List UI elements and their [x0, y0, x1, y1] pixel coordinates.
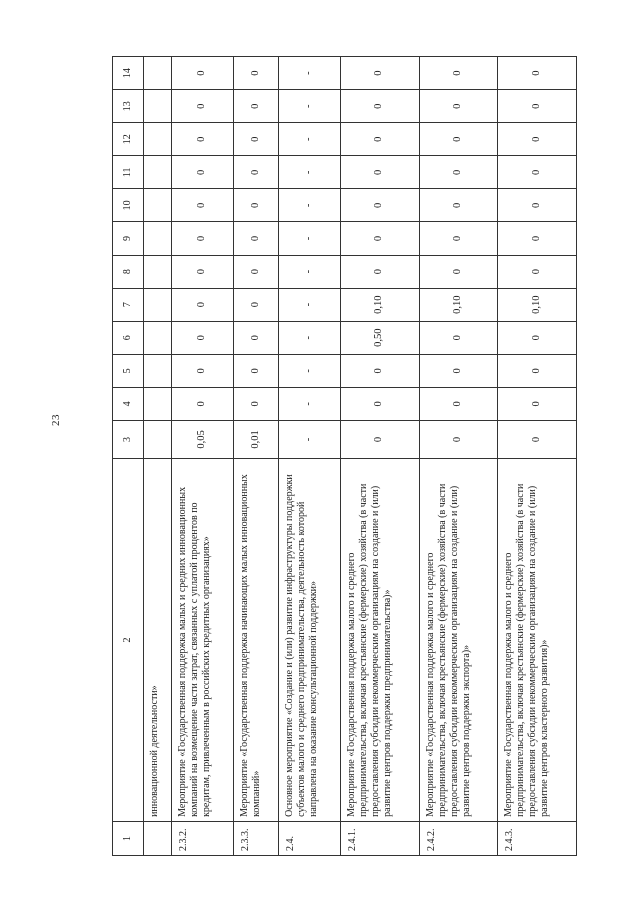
value-cell-col-7: -	[278, 288, 340, 321]
value-cell-col-4	[144, 387, 172, 420]
value-cell-col-6: 0,50	[340, 321, 419, 354]
value-cell-col-6: 0	[233, 321, 278, 354]
column-header-13: 13	[113, 90, 144, 123]
value-cell-col-10: 0	[498, 189, 577, 222]
column-header-8: 8	[113, 255, 144, 288]
column-header-11: 11	[113, 156, 144, 189]
row-description-cell: Мероприятие «Государственная поддержка начинающих малых инновационных компаний»	[233, 459, 278, 822]
row-number-cell: 2.3.2.	[172, 821, 234, 855]
column-header-7: 7	[113, 288, 144, 321]
table-row	[172, 57, 234, 856]
value-cell-col-9: 0	[419, 222, 498, 255]
value-cell-col-8: 0	[233, 255, 278, 288]
column-header-2: 2	[113, 459, 144, 822]
table-row	[419, 57, 498, 856]
column-header-3: 3	[113, 420, 144, 458]
value-cell-col-14: 0	[498, 57, 577, 90]
value-cell-col-9	[144, 222, 172, 255]
value-cell-col-10	[144, 189, 172, 222]
value-cell-col-5: 0	[419, 354, 498, 387]
value-cell-col-12: 0	[498, 123, 577, 156]
value-cell-col-4: 0	[419, 387, 498, 420]
column-header-1: 1	[113, 821, 144, 855]
value-cell-col-11: 0	[172, 156, 234, 189]
value-cell-col-9: 0	[233, 222, 278, 255]
value-cell-col-9: -	[278, 222, 340, 255]
value-cell-col-7: 0,10	[419, 288, 498, 321]
row-description-cell: Мероприятие «Государственная поддержка малого и среднего предпринимательства, включая крестьянские (фермерские) хозяйства (в части предоставления субсидии некоммерческим организациям на создание и (или) развитие центров поддержки экспорта)»	[419, 459, 498, 822]
value-cell-col-14: 0	[172, 57, 234, 90]
table-header-row	[113, 57, 144, 856]
value-cell-col-12	[144, 123, 172, 156]
row-number-cell: 2.4.3.	[498, 821, 577, 855]
value-cell-col-12: 0	[172, 123, 234, 156]
row-number-cell: 2.4.2.	[419, 821, 498, 855]
column-header-14: 14	[113, 57, 144, 90]
value-cell-col-7: 0,10	[498, 288, 577, 321]
row-number-cell: 2.4.1.	[340, 821, 419, 855]
value-cell-col-5	[144, 354, 172, 387]
value-cell-col-13: 0	[172, 90, 234, 123]
column-header-10: 10	[113, 189, 144, 222]
row-description-cell: инновационной деятельности»	[144, 459, 172, 822]
value-cell-col-8: 0	[340, 255, 419, 288]
value-cell-col-11: -	[278, 156, 340, 189]
value-cell-col-9: 0	[340, 222, 419, 255]
table-body	[144, 57, 577, 856]
value-cell-col-3: 0	[340, 420, 419, 458]
value-cell-col-11	[144, 156, 172, 189]
value-cell-col-13	[144, 90, 172, 123]
value-cell-col-8: 0	[172, 255, 234, 288]
column-header-9: 9	[113, 222, 144, 255]
row-number-cell	[144, 821, 172, 855]
value-cell-col-4: 0	[498, 387, 577, 420]
value-cell-col-8	[144, 255, 172, 288]
value-cell-col-6: 0	[172, 321, 234, 354]
table-row	[498, 57, 577, 856]
value-cell-col-4: 0	[233, 387, 278, 420]
value-cell-col-7: 0	[172, 288, 234, 321]
value-cell-col-7: 0,10	[340, 288, 419, 321]
table-row	[233, 57, 278, 856]
value-cell-col-12: 0	[419, 123, 498, 156]
value-cell-col-10: 0	[233, 189, 278, 222]
value-cell-col-8: 0	[498, 255, 577, 288]
value-cell-col-5: 0	[233, 354, 278, 387]
value-cell-col-6: -	[278, 321, 340, 354]
value-cell-col-13: 0	[340, 90, 419, 123]
rotated-table-wrapper	[112, 56, 577, 856]
value-cell-col-7	[144, 288, 172, 321]
value-cell-col-12: -	[278, 123, 340, 156]
data-table	[112, 56, 577, 856]
value-cell-col-12: 0	[233, 123, 278, 156]
table-row	[144, 57, 172, 856]
value-cell-col-6: 0	[419, 321, 498, 354]
value-cell-col-12: 0	[340, 123, 419, 156]
table-row	[340, 57, 419, 856]
value-cell-col-10: 0	[419, 189, 498, 222]
value-cell-col-14: 0	[233, 57, 278, 90]
value-cell-col-14: 0	[340, 57, 419, 90]
value-cell-col-5: 0	[498, 354, 577, 387]
value-cell-col-4: 0	[172, 387, 234, 420]
value-cell-col-4: 0	[340, 387, 419, 420]
value-cell-col-3: 0	[419, 420, 498, 458]
value-cell-col-5: 0	[172, 354, 234, 387]
page-number: 23	[50, 414, 62, 426]
value-cell-col-13: 0	[419, 90, 498, 123]
column-header-6: 6	[113, 321, 144, 354]
value-cell-col-3: -	[278, 420, 340, 458]
row-description-cell: Мероприятие «Государственная поддержка малого и среднего предпринимательства, включая крестьянские (фермерские) хозяйства (в части предоставления субсидии некоммерческим организациям на создание и (или) развитие центров кластерного развития)»	[498, 459, 577, 822]
value-cell-col-9: 0	[498, 222, 577, 255]
value-cell-col-13: 0	[498, 90, 577, 123]
value-cell-col-3: 0,01	[233, 420, 278, 458]
value-cell-col-11: 0	[233, 156, 278, 189]
table-row	[278, 57, 340, 856]
column-header-12: 12	[113, 123, 144, 156]
column-header-5: 5	[113, 354, 144, 387]
value-cell-col-8: 0	[419, 255, 498, 288]
value-cell-col-11: 0	[340, 156, 419, 189]
row-number-cell: 2.3.3.	[233, 821, 278, 855]
row-description-cell: Основное мероприятие «Создание и (или) развитие инфраструктуры поддержки субъектов малого и среднего предпринимательства, деятельность которой направлена на оказание консультационной поддержки»	[278, 459, 340, 822]
value-cell-col-3: 0	[498, 420, 577, 458]
value-cell-col-14: -	[278, 57, 340, 90]
row-number-cell: 2.4.	[278, 821, 340, 855]
value-cell-col-6: 0	[498, 321, 577, 354]
value-cell-col-5: 0	[340, 354, 419, 387]
value-cell-col-6	[144, 321, 172, 354]
value-cell-col-3: 0,05	[172, 420, 234, 458]
value-cell-col-10: -	[278, 189, 340, 222]
value-cell-col-8: -	[278, 255, 340, 288]
value-cell-col-7: 0	[233, 288, 278, 321]
value-cell-col-13: 0	[233, 90, 278, 123]
value-cell-col-13: -	[278, 90, 340, 123]
value-cell-col-10: 0	[172, 189, 234, 222]
value-cell-col-11: 0	[419, 156, 498, 189]
value-cell-col-4: -	[278, 387, 340, 420]
row-description-cell: Мероприятие «Государственная поддержка малых и средних инновационных компаний на возмещение части затрат, связанных с уплатой процентов по кредитам, привлеченным в российских кредитных организациях»	[172, 459, 234, 822]
row-description-cell: Мероприятие «Государственная поддержка малого и среднего предпринимательства, включая крестьянские (фермерские) хозяйства (в части предоставления субсидии некоммерческим организациям на создание и (или) развитие центров поддержки предпринимательства)»	[340, 459, 419, 822]
value-cell-col-5: -	[278, 354, 340, 387]
value-cell-col-10: 0	[340, 189, 419, 222]
value-cell-col-11: 0	[498, 156, 577, 189]
value-cell-col-9: 0	[172, 222, 234, 255]
value-cell-col-3	[144, 420, 172, 458]
column-header-4: 4	[113, 387, 144, 420]
value-cell-col-14	[144, 57, 172, 90]
value-cell-col-14: 0	[419, 57, 498, 90]
